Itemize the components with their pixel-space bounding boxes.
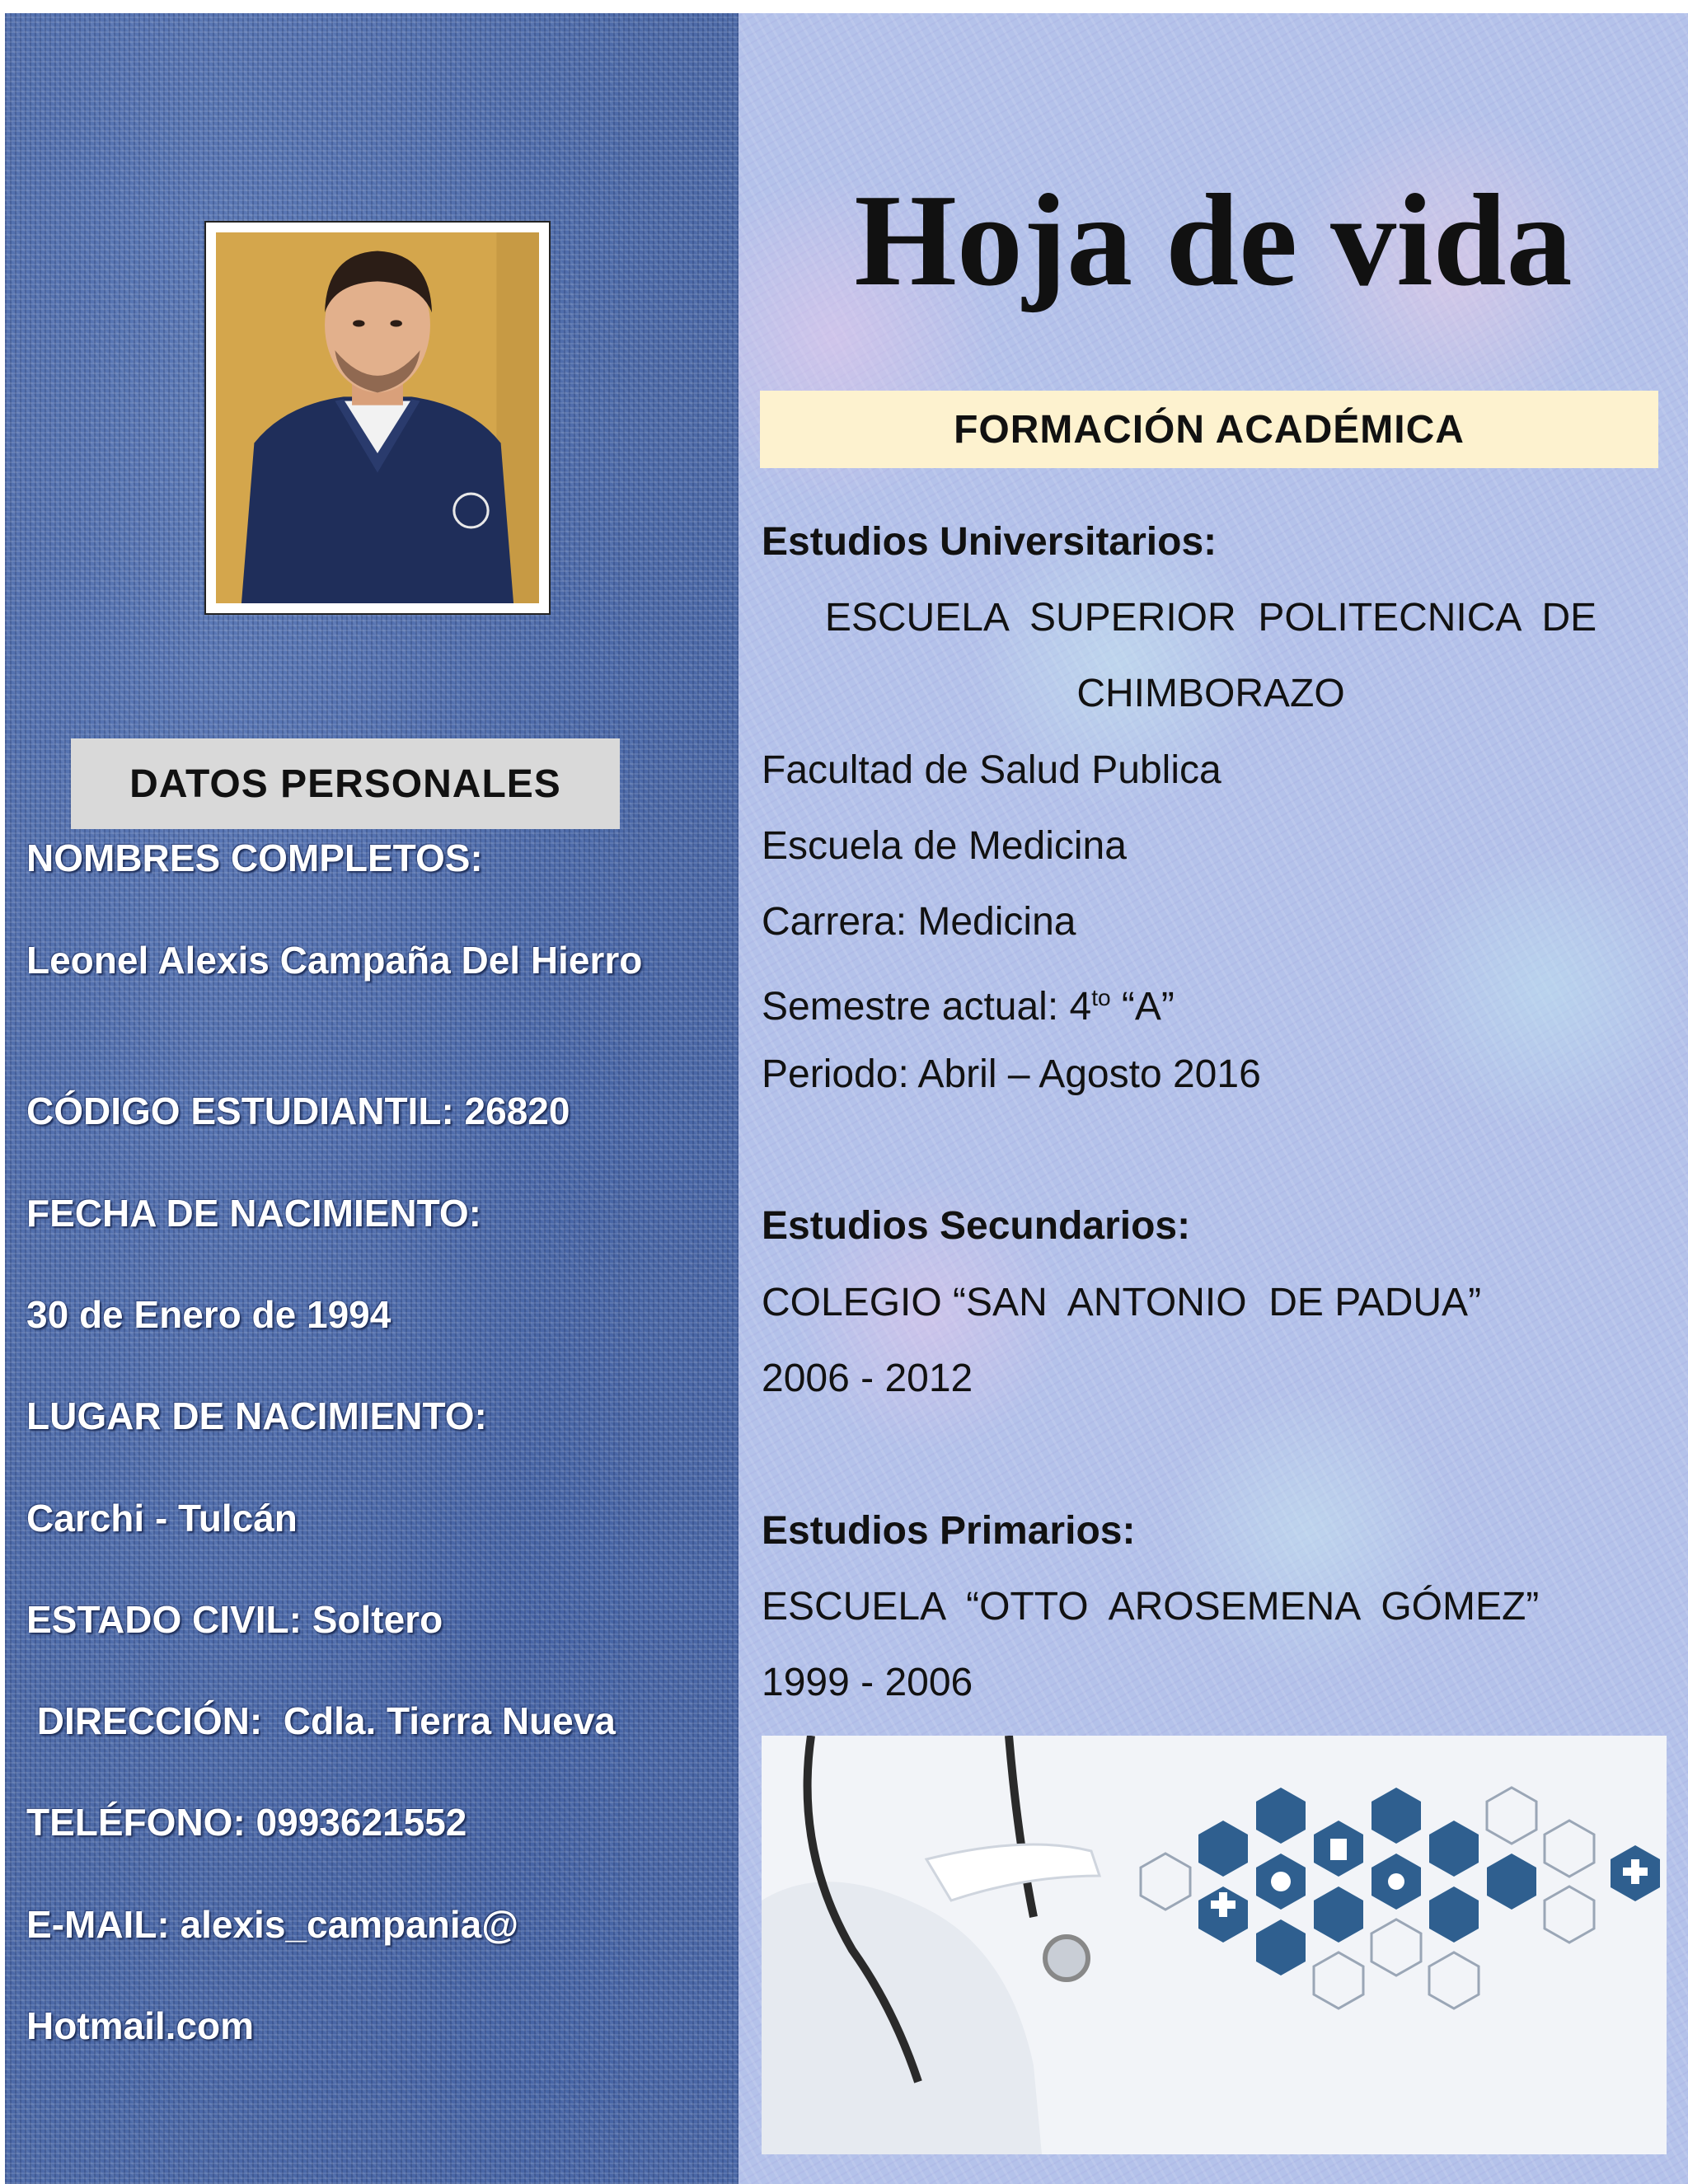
medical-illustration <box>762 1736 1667 2154</box>
lugar-nacimiento-label: LUGAR DE NACIMIENTO: <box>26 1394 487 1437</box>
primarios-heading: Estudios Primarios: <box>762 1509 1136 1553</box>
primarios-institution: ESCUELA “OTTO AROSEMENA GÓMEZ” <box>762 1585 1540 1629</box>
secundarios-institution: COLEGIO “SAN ANTONIO DE PADUA” <box>762 1281 1482 1324</box>
email-line1: E-MAIL: alexis_campania@ <box>26 1903 519 1946</box>
escuela: Escuela de Medicina <box>762 824 1127 868</box>
secundarios-heading: Estudios Secundarios: <box>762 1204 1191 1248</box>
nombres-value: Leonel Alexis Campaña Del Hierro <box>26 939 643 982</box>
direccion: DIRECCIÓN: Cdla. Tierra Nueva <box>26 1699 616 1742</box>
facultad: Facultad de Salud Publica <box>762 748 1221 792</box>
formacion-academica-label: FORMACIÓN ACADÉMICA <box>760 391 1658 468</box>
semestre <box>762 973 1668 1032</box>
page-title: Hoja de vida <box>854 166 1573 313</box>
semestre-sup: to <box>1091 985 1111 1010</box>
fecha-nacimiento-label: FECHA DE NACIMIENTO: <box>26 1192 481 1235</box>
medical-hexagon-graphic <box>762 1736 1667 2154</box>
codigo-estudiantil: CÓDIGO ESTUDIANTIL: 26820 <box>26 1090 570 1132</box>
periodo: Periodo: Abril – Agosto 2016 <box>762 1052 1261 1096</box>
profile-photo <box>216 232 539 603</box>
datos-personales-label: DATOS PERSONALES <box>71 738 620 829</box>
universidad-line1: ESCUELA SUPERIOR POLITECNICA DE <box>824 596 1597 640</box>
email-line2: Hotmail.com <box>26 2004 255 2047</box>
universitarios-heading: Estudios Universitarios: <box>762 520 1217 564</box>
person-illustration <box>216 232 539 603</box>
universidad-line2: CHIMBORAZO <box>1076 672 1345 715</box>
nombres-label: NOMBRES COMPLETOS: <box>26 837 483 879</box>
estado-civil: ESTADO CIVIL: Soltero <box>26 1598 443 1641</box>
fecha-nacimiento-value: 30 de Enero de 1994 <box>26 1293 392 1336</box>
semestre-suffix: “A” <box>1110 985 1175 1029</box>
profile-photo-frame <box>204 221 551 615</box>
lugar-nacimiento-value: Carchi - Tulcán <box>26 1497 298 1540</box>
secundarios-years: 2006 - 2012 <box>762 1357 973 1400</box>
primarios-years: 1999 - 2006 <box>762 1661 973 1704</box>
telefono: TELÉFONO: 0993621552 <box>26 1801 467 1844</box>
carrera: Carrera: Medicina <box>762 900 1076 944</box>
semestre-prefix: Semestre actual: 4 <box>762 985 1092 1029</box>
